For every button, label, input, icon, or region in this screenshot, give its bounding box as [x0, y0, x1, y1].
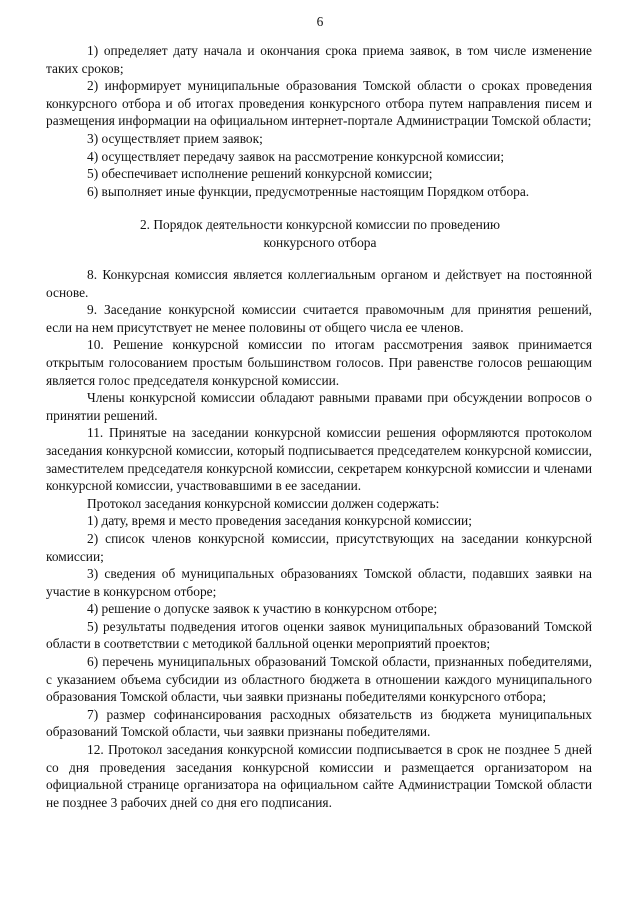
list-item: 6) перечень муниципальных образований Томской области, признанных победителями, с указанием объема субсидии из областного бюджета в отношении каждого муниципального образования Томской области, чьи заявки признаны победителями конкурсного отбора;: [46, 654, 592, 705]
list-item: 4) осуществляет передачу заявок на рассмотрение конкурсной комиссии;: [87, 148, 505, 164]
organizer-functions-list: [46, 42, 592, 200]
section-heading-line: конкурсного отбора: [263, 235, 377, 250]
page-number: 6: [316, 14, 324, 29]
list-item: 2) список членов конкурсной комиссии, присутствующих на заседании конкурсной комиссии;: [46, 530, 592, 564]
paragraph: 12. Протокол заседания конкурсной комиссии подписывается в срок не позднее 5 дней со дня проведения заседания конкурсной комиссии и размещается организатором на официальной странице организатора на официальном сайте Администрации Томской области не позднее 3 рабочих дней со дня его подписания.: [46, 742, 592, 810]
paragraph: 10. Решение конкурсной комиссии по итогам рассмотрения заявок принимается открытым голосованием простым большинством голосов. При равенстве голосов решающим является голос председателя конкурсной комиссии.: [46, 337, 592, 388]
list-item: 5) результаты подведения итогов оценки заявок муниципальных образований Томской области в соответствии с методикой балльной оценки мероприятий проектов;: [46, 618, 592, 652]
paragraph: 9. Заседание конкурсной комиссии считается правомочным для принятия решений, если на нем присутствует не менее половины от общего числа ее членов.: [46, 302, 592, 335]
list-item: 4) решение о допуске заявок к участию в конкурсном отборе;: [87, 601, 438, 617]
list-item: 1) дату, время и место проведения заседания конкурсной комиссии;: [87, 513, 472, 529]
section-heading: [90, 216, 550, 252]
list-item: 3) осуществляет прием заявок;: [87, 130, 263, 146]
list-item: 5) обеспечивает исполнение решений конкурсной комиссии;: [87, 166, 433, 182]
list-item: 7) размер софинансирования расходных обязательств из бюджета муниципальных образований Томской области, чьи заявки признаны победителями.: [46, 706, 592, 740]
list-item: 6) выполняет иные функции, предусмотренные настоящим Порядком отбора.: [87, 183, 530, 199]
commission-procedure-body: [46, 266, 592, 811]
list-item: 3) сведения об муниципальных образованиях Томской области, подавших заявки на участие в конкурсном отборе;: [46, 566, 592, 599]
paragraph: Члены конкурсной комиссии обладают равными правами при обсуждении вопросов о принятии решений.: [46, 390, 592, 423]
list-item: 1) определяет дату начала и окончания срока приема заявок, в том числе изменение таких сроков;: [46, 43, 592, 76]
paragraph: 11. Принятые на заседании конкурсной комиссии решения оформляются протоколом заседания конкурсной комиссии, который подписывается председателем конкурсной комиссии, заместителем председателя конкурсной комиссии, секретарем конкурсной комиссии и членами конкурсной комиссии, участвовавшими в ее заседании.: [46, 425, 592, 494]
paragraph: 8. Конкурсная комиссия является коллегиальным органом и действует на постоянной основе.: [46, 267, 592, 300]
section-heading-line: 2. Порядок деятельности конкурсной комиссии по проведению: [139, 217, 501, 232]
list-item: 2) информирует муниципальные образования Томской области о сроках проведения конкурсного отбора и об итогах проведения конкурсного отбора путем направления писем и размещения информации на официальном интернет-портале Администрации Томской области;: [46, 78, 592, 129]
paragraph: Протокол заседания конкурсной комиссии должен содержать:: [87, 495, 440, 511]
